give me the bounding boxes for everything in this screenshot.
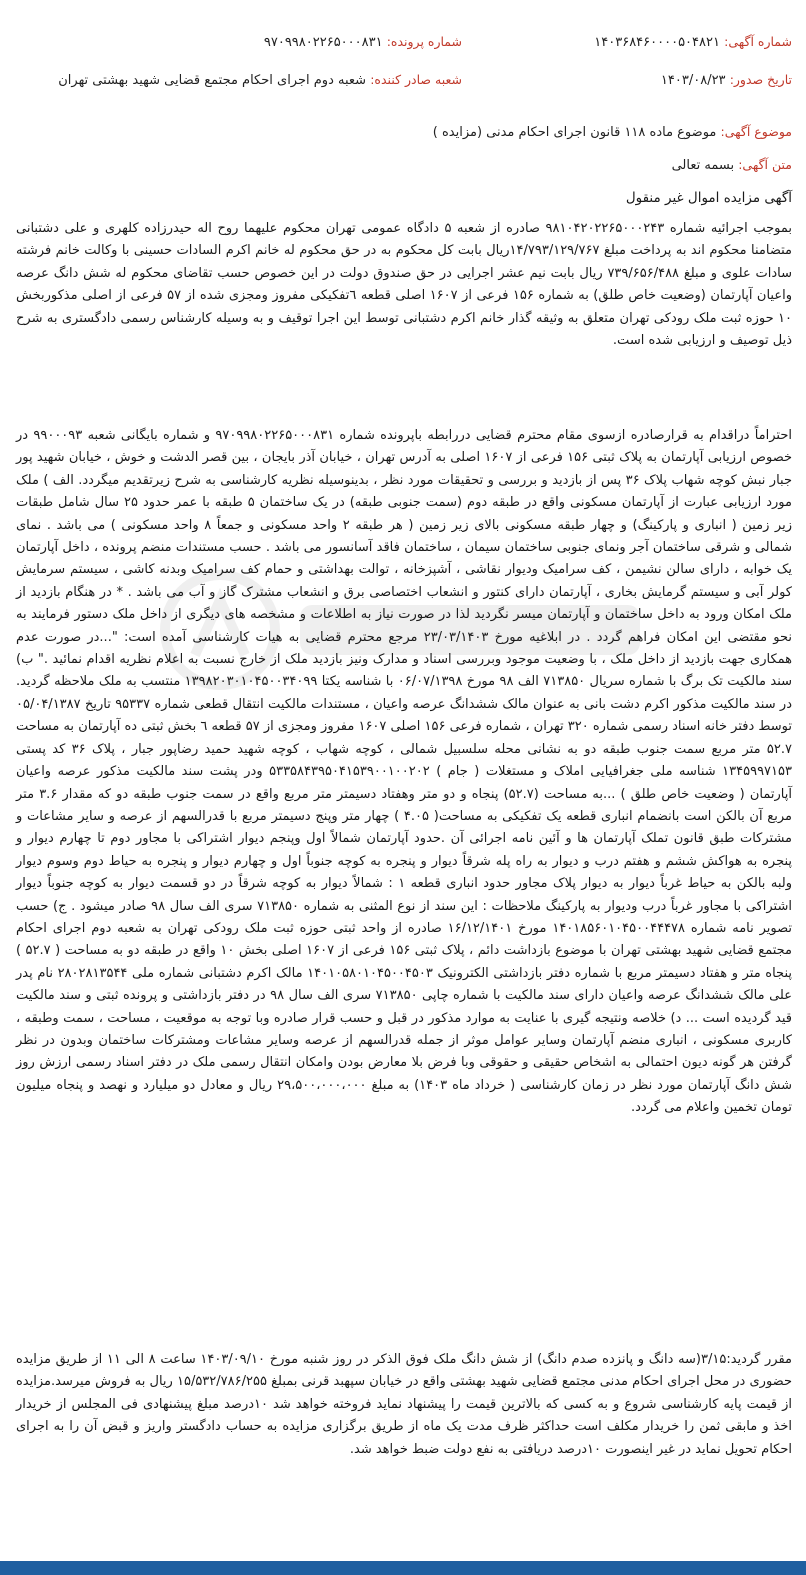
- issue-date-value: ۱۴۰۳/۰۸/۲۳: [660, 73, 726, 88]
- subject-label: موضوع آگهی:: [720, 124, 792, 139]
- notice-heading-row: [626, 190, 792, 212]
- notice-text-value: بسمه تعالی: [671, 158, 735, 173]
- issue-date-label: تاریخ صدور:: [729, 72, 792, 87]
- notice-heading: آگهی مزایده اموال غیر منقول: [625, 190, 792, 206]
- issue-date-row: [661, 72, 792, 94]
- notice-number-row: [594, 34, 792, 56]
- file-number-label: شماره پرونده:: [386, 34, 462, 49]
- subject-row: [433, 124, 792, 146]
- paragraph-execution-order: بموجب اجرائیه شماره ۹۸۱۰۴۲۰۲۲۶۵۰۰۰۲۴۳ صادره از شعبه ۵ دادگاه عمومی تهران محکوم علیهما روح اله حیدرزاده کلهری و علی دشتبانی متضامنا محکوم اند به پرداخت مبلغ ۱۴/۷۹۳/۱۲۹/۷۶۷ریال بابت کل محکوم به در حق محکوم له خانم اکرم السادات حسینی با وکالت خانم فرشته سادات علوی و مبلغ ۷۳۹/۶۵۶/۴۸۸ ریال بابت نیم عشر اجرایی در حق صندوق دولت در این خصوص حسب تقاضای محکوم له شش دانگ عرصه واعیان آپارتمان (وضعیت خاص طلق) به شماره ۱۵۶ فرعی از ۱۶۰۷ اصلی قطعه ٦تفکیکی مفروز ومجزی شده از ۵۷ فرعی از اصلی مذکوربخش ۱۰ حوزه ثبت ملک رودکی تهران متعلق به وثیقه گذار خانم اکرم دشتبانی توسط این اجرا توقیف و به وسیله کارشناس رسمی دادگستری به شرح ذیل توصیف و ارزیابی شده است.: [16, 221, 793, 349]
- notice-text-label: متن آگهی:: [738, 157, 792, 172]
- notice-number-value: ۱۴۰۳۶۸۴۶۰۰۰۰۵۰۴۸۲۱: [594, 35, 720, 50]
- bottom-bar: [0, 1561, 806, 1575]
- file-number-value: ۹۷۰۹۹۸۰۲۲۶۵۰۰۰۸۳۱: [263, 35, 383, 50]
- paragraph-expert-report: احتراماً دراقدام به قرارصادره ازسوی مقام محترم قضایی دررابطه باپرونده شماره ۹۷۰۹۹۸۰۲۲۶۵۰۰۰۸۳۱ و شماره بایگانی شعبه ۹۹۰۰۰۹۳ در خصوص ارزیابی آپارتمان به پلاک ثبتی ۱۵۶ فرعی از ۱۶۰۷ اصلی به آدرس تهران ، خیابان آذر بایجان ، بین قصر الدشت و خوش ، خیابان شهید پور جبار نبش کوچه شهاب پلاک ۳۶ پس از بازدید و بررسی و تحقیقات مورد نظر ، بدینوسیله نظریه کارشناسی به شرح زیرتقدیم میگردد. الف ) ملک مورد ارزیابی عبارت از آپارتمان مسکونی واقع در طبقه دوم (سمت جنوبی طبقه) در یک ساختمان ۵ طبقه با عمر حدود ۲۵ سال شامل طبقات زیر زمین ( انباری و پارکینگ) و چهار طبقه مسکونی بالای زیر زمین ( هر طبقه ۲ واحد مسکونی و جمعاً ۸ واحد مسکونی ) می باشد . نمای شمالی و شرقی ساختمان آجر ونمای جنوبی ساختمان سیمان ، ساختمان فاقد آسانسور می باشد . حسب مستندات منضم پرونده ، داخل آپارتمان یک خوابه ، دارای سالن نشیمن ، کف سرامیک ودیوار نقاشی ، آشپزخانه ، توالت بهداشتی و حمام کف سرامیک وبدنه کاشی ، سیستم سرمایش کولر آبی و سیستم گرمایش بخاری ، آپارتمان دارای کنتور و انشعاب اختصاصی برق و انشعاب مشترک گاز و آب می باشد . * در هنگام بازدید از ملک امکان ورود به داخل ساختمان و آپارتمان میسر نگردید لذا در صورت نیاز به اطلاعات و مشخصه های دیگری از داخل ملک دستور فرمایند به نحو مقتضی این امکان فراهم گردد . در ابلاغیه مورخ ۲۳/۰۳/۱۴۰۳ مرجع محترم قضایی به هیات کارشناسی آمده است: "...در صورت عدم همکاری جهت بازدید از داخل ملک ، با وضعیت موجود وبررسی اسناد و مدارک ونیز بازدید ملک از خارج نسبت به اعلام نظریه اقدام نمائید ." ب) سند مالکیت تک برگ با شماره سریال ۷۱۳۸۵۰ الف ۹۸ مورخ ۰۶/۰۷/۱۳۹۸ با شناسه یکتا ۱۳۹۸۲۰۳۰۱۰۴۵۰۰۳۴۰۹۹ منتسب به ملک ملاحظه گردید. در سند مالکیت مذکور اکرم دشت بانی به عنوان مالک ششدانگ عرصه واعیان ، مستندات مالکیت انتقال قطعی شماره ۹۵۳۳۷ تاریخ ۰۵/۰۴/۱۳۸۷ توسط دفتر خانه اسناد رسمی شماره ۳۲۰ تهران ، شماره فرعی ۱۵۶ اصلی ۱۶۰۷ مفروز ومجزی از ۵۷ قطعه ٦ بخش ثبتی ده آپارتمان به مساحت ۵۲.۷ متر مربع سمت جنوب طبقه دو به نشانی محله سلسبیل شمالی ، کوچه شهاب ، کوچه شهید حمید رضاپور جبار ، پلاک ۳۶ کد پستی ۱۳۴۵۹۹۷۱۵۳ شناسه ملی جغرافیایی املاک و مستغلات ( جام ) ۵۳۳۵۸۴۳۹۵۰۴۱۵۳۹۰۰۱۰۰۲۰۲ ودر پشت سند مالکیت مذکور عرصه واعیان آپارتمان ( وضعیت خاص طلق ) ...به مساحت (۵۲.۷) پنجاه و دو متر وهفتاد دسیمتر متر مربع واقع در سمت جنوب طبقه دو که مقدار ۳.۶ متر مربع آن بالکن است بانضمام انباری قطعه یک تفکیکی به مساحت( ۴.۰۵ ) چهار متر وپنج دسیمتر مربع با قدرالسهم از عرصه و سایر مشاعات و مشترکات طبق قانون تملک آپارتمان ها و آئین نامه اجرائی آن .حدود آپارتمان شمالاً اول وپنجم دیوار اشتراکی با مجاور دوم تا چهارم دیوار و پنجره به هواکش ششم و هفتم درب و دیوار به راه پله شرقاً دیوار و پنجره به کوچه جنوباً اول و چهارم دیوار و پنجره به حیاط دوم وسوم دیوار ولبه بالکن به حیاط غرباً دیوار به دیوار پلاک مجاور حدود انباری قطعه ۱ : شمالاً دیوار به کوچه شرقاً در دو قسمت دیوار به کوچه جنوباً دیوار اشتراکی با مجاور غرباً درب ودیوار به پارکینگ ملاحظات : این سند از نوع المثنی به شماره ۷۱۳۸۵۰ سری الف سال ۹۸ صادر میشود . ج) حسب تصویر نامه شماره ۱۴۰۱۸۵۶۰۱۰۴۵۰۰۴۴۴۷۸ مورخ ۱۶/۱۲/۱۴۰۱ صادره از واحد ثبتی حوزه ثبت ملک رودکی تهران به شعبه دوم اجرای احکام مجتمع قضایی شهید بهشتی تهران با موضوع بازداشت دائم ، پلاک ثبتی ۱۵۶ فرعی از ۱۶۰۷ اصلی بخش ۱۰ واقع در طبقه دو به مساحت ( ۵۲.۷ ) پنجاه متر و هفتاد دسیمتر مربع با شماره دفتر بازداشتی الکترونیک ۱۴۰۱۰۵۸۰۱۰۴۵۰۰۴۵۰۳ مالک اکرم دشتبانی شماره ملی ۲۸۰۲۸۱۳۵۴۴ نام پدر علی مالک ششدانگ عرصه واعیان دارای سند مالکیت با شماره چاپی ۷۱۳۸۵۰ سری الف سال ۹۸ در دفتر بازداشتی و پرونده ثبتی و سند مالکیت قید گردیده است ... د) خلاصه ونتیجه گیری با عنایت به موارد مذکور در قبل و حسب قرار صادره وبا توجه به موقعیت ، مساحت ، سمت وطبقه ، کاربری مسکونی ، انباری منضم آپارتمان وسایر عوامل موثر از جمله قدرالسهم از عرصه وسایر مشاعات ومشترکات ساختمان وبدون در نظر گرفتن هر گونه دیون احتمالی به اشخاص حقیقی و حقوقی وبا فرض بلا معارض بودن وامکان انتقال رسمی ملک در دفتر اسناد رسمی ارزش روز شش دانگ آپارتمان مورد نظر در زمان کارشناسی ( خرداد ماه ۱۴۰۳) به مبلغ ۲۹،۵۰۰،۰۰۰،۰۰۰ ریال و معادل دو میلیارد و نهصد و پنجاه میلیون تومان تخمین واعلام می گردد.: [16, 428, 793, 1116]
- subject-value: موضوع ماده ۱۱۸ قانون اجرای احکام مدنی (مزایده ): [432, 125, 717, 140]
- issuer-label: شعبه صادر کننده:: [370, 72, 462, 87]
- notice-text-row: [672, 157, 792, 179]
- notice-number-label: شماره آگهی:: [724, 34, 792, 49]
- issuer-row: [58, 72, 462, 94]
- file-number-row: [264, 34, 462, 56]
- issuer-value: شعبه دوم اجرای احکام مجتمع قضایی شهید بهشتی تهران: [58, 73, 367, 88]
- paragraph-auction-terms: مقرر گردید:۳/۱۵(سه دانگ و پانزده صدم دانگ) از شش دانگ ملک فوق الذکر در روز شنبه مورخ ۱۴۰۳/۰۹/۱۰ ساعت ۸ الی ۱۱ از طریق مزایده حضوری در محل اجرای احکام مدنی مجتمع قضایی شهید بهشتی واقع در خیابان سپهبد قرنی بمبلغ ۱۵/۵۳۲/۷۸۶/۲۵۵ ریال به فروش میرسد.مزایده از قیمت پایه کارشناسی شروع و به کسی که بالاترین قیمت را پیشنهاد نماید فروخته خواهد شد ۱۰درصد مبلغ پیشنهادی فی المجلس از خریدار اخذ و مابقی ثمن را خریدار مکلف است حداکثر ظرف مدت یک ماه از طریق برگزاری مزایده به حساب دادگستر واریز و قبض آن را به اجرای احکام تحویل نماید در غیر اینصورت ۱۰درصد دریافتی به نفع دولت ضبط خواهد شد.: [16, 1352, 792, 1457]
